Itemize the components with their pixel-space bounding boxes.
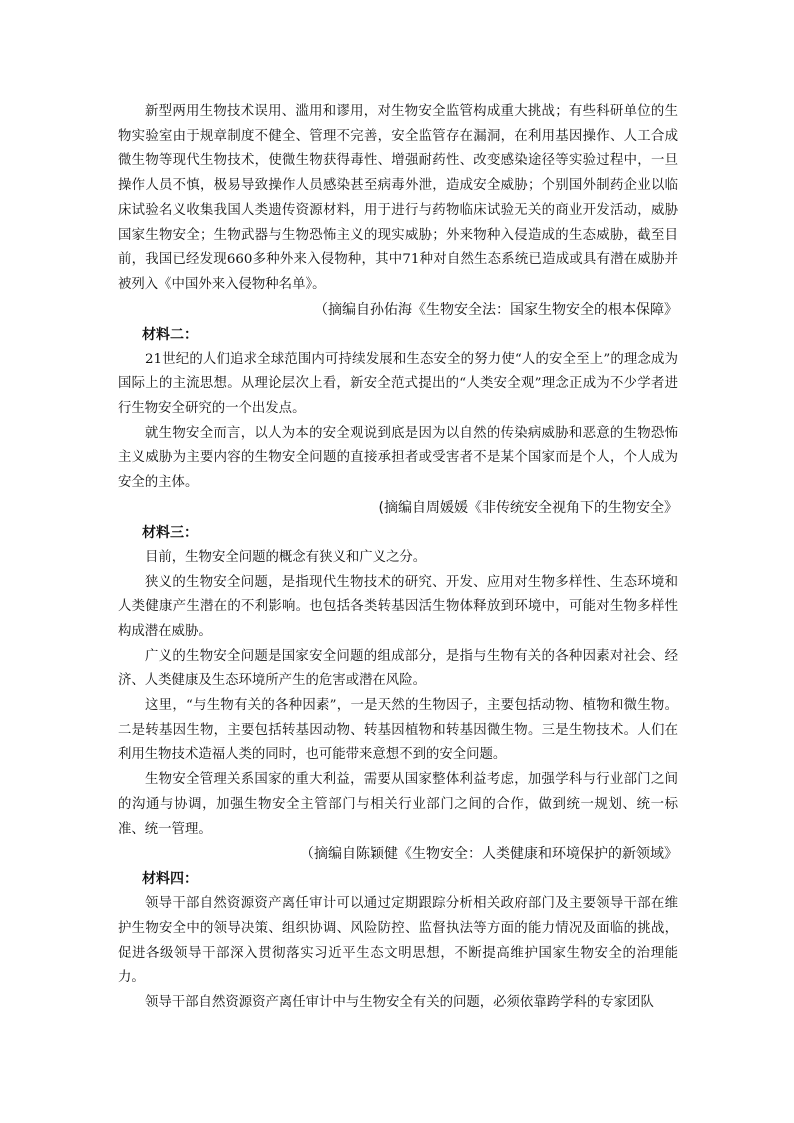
material-2-source: (摘编自周媛媛《非传统安全视角下的生物安全》: [378, 499, 678, 516]
material-3-paragraph: 狭义的生物安全问题，是指现代生物技术的研究、开发、应用对生物多样性、生态环境和人类健康产生潜在的不利影响。也包括各类转基因活生物体释放到环境中，可能对生物多样性构成潜在威胁。: [118, 574, 678, 639]
material-2-paragraph: 21世纪的人们追求全球范围内可持续发展和生态安全的努力使“人的安全至上”的理念成为国际上的主流思想。从理论层次上看，新安全范式提出的“人类安全观”理念正成为不少学者进行生物安全研究的一个出发点。: [118, 351, 678, 417]
material-3-paragraph: 广义的生物安全问题是国家安全问题的组成部分，是指与生物有关的各种因素对社会、经济、人类健康及生态环境所产生的危害或潜在风险。: [118, 648, 678, 689]
material-1-source: （摘编自孙佑海《生物安全法：国家生物安全的根本保障》: [314, 301, 678, 318]
material-1-paragraph: 新型两用生物技术误用、滥用和谬用，对生物安全监管构成重大挑战；有些科研单位的生物实验室由于规章制度不健全、管理不完善，安全监管存在漏洞，在利用基因操作、人工合成微生物等现代生物技术，使微生物获得毒性、增强耐药性、改变感染途径等实验过程中，一旦操作人员不慎，极易导致操作人员感染甚至病毒外泄，造成安全威胁；个别国外制药企业以临床试验名义收集我国人类遗传资源材料，用于进行与药物临床试验无关的商业开发活动，威胁国家生物安全；生物武器与生物恐怖主义的现实威胁；外来物种入侵造成的生态威胁，截至目前，我国已经发现660多种外来入侵物种，其中71种对自然生态系统已造成或具有潜在威胁并被列入《中国外来入侵物种名单》。: [118, 104, 678, 292]
material-2-paragraph: 就生物安全而言，以人为本的安全观说到底是因为以自然的传染病威胁和恶意的生物恐怖主义威胁为主要内容的生物安全问题的直接承担者或受害者不是某个国家而是个人，个人成为安全的主体。: [118, 425, 678, 491]
material-3-paragraph: 生物安全管理关系国家的重大利益，需要从国家整体利益考虑，加强学科与行业部门之间的沟通与协调，加强生物安全主管部门与相关行业部门之间的合作，做到统一规划、统一标准、统一管理。: [118, 772, 678, 837]
material-4-heading: 材料四：: [142, 871, 198, 888]
material-2-heading: 材料二：: [142, 326, 198, 343]
material-4-paragraph: 领导干部自然资源资产离任审计可以通过定期跟踪分析相关政府部门及主要领导干部在维护生物安全中的领导决策、组织协调、风险防控、监督执法等方面的能力情况及面临的挑战，促进各级领导干部深入贯彻落实习近平生态文明思想，不断提高维护国家生物安全的治理能力。: [118, 896, 678, 986]
material-4-paragraph: 领导干部自然资源资产离任审计中与生物安全有关的问题，必须依靠跨学科的专家团队: [145, 995, 654, 1011]
material-3-heading: 材料三：: [142, 524, 198, 541]
document-body: [118, 100, 678, 1016]
material-3-paragraph: 目前，生物安全问题的概念有狭义和广义之分。: [145, 549, 427, 565]
material-3-paragraph: 这里，“与生物有关的各种因素”，一是天然的生物因子，主要包括动物、植物和微生物。二是转基因生物，主要包括转基因动物、转基因植物和转基因微生物。三是生物技术。人们在利用生物技术造福人类的同时，也可能带来意想不到的安全问题。: [118, 698, 678, 763]
material-3-source: （摘编自陈颖健《生物安全：人类健康和环境保护的新领域》: [300, 846, 678, 863]
